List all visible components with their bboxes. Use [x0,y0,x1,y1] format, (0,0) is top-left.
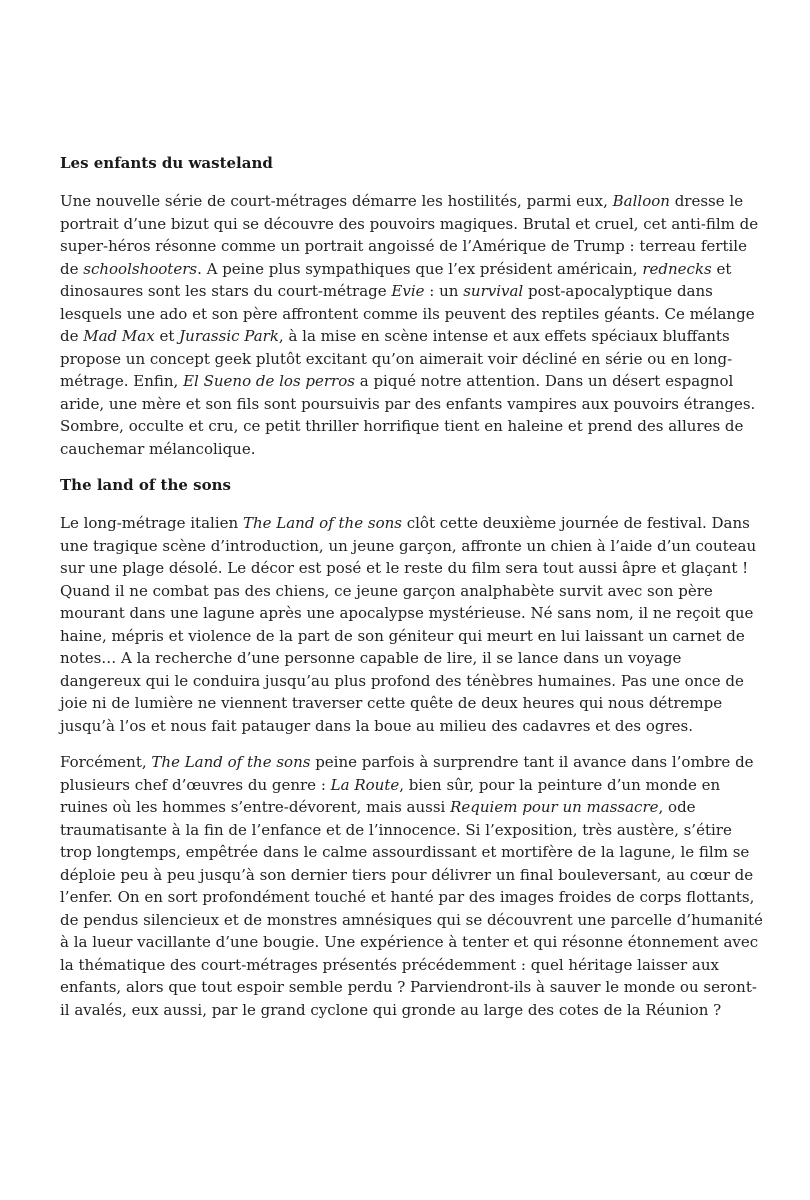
section-heading: The land of the sons [60,476,231,494]
text-run: , bien sûr, pour la peinture d’un monde en ruines où les hommes s’entre-dévorent, mais aussi [60,775,721,816]
text-run: dresse le portrait d’une bizut qui se découvre des pouvoirs magiques. Brutal et cruel, cet anti-film de super-héros résonne comme un portrait angoissé de l’Amérique de Trump : terreau fertile de [60,192,759,278]
article-body [60,152,765,1035]
italic-title: Balloon [612,192,670,210]
text-run: Forcément, [60,753,152,771]
section-heading: Les enfants du wasteland [60,154,273,172]
italic-title: Mad Max [83,327,155,345]
italic-title: rednecks [642,259,712,278]
text-run: : un [424,282,464,300]
text-run: et [154,327,180,345]
italic-title: Evie [391,282,425,300]
article-paragraph [60,190,765,460]
italic-title: The Land of the sons [151,753,311,771]
italic-title: La Route [330,775,400,794]
text-run: Une nouvelle série de court-métrages démarre les hostilités, parmi eux, [60,192,613,210]
italic-title: schoolshooters [83,259,198,278]
text-run: . A peine plus sympathiques que l’ex président américain, [197,259,643,278]
italic-title: El Sueno de los perros [183,372,355,390]
italic-title: The Land of the sons [242,514,402,532]
text-run: post-apocalyptique dans lesquels une ado et son père affrontent comme ils peuvent des reptiles géants. Ce mélange de [60,282,755,345]
article-paragraph [60,751,765,1021]
italic-title: survival [463,282,524,300]
text-run: , ode traumatisante à la fin de l’enfance et de l’innocence. Si l’exposition, très austère, s’étire trop longtemps, empêtrée dans le calme assourdissant et mortifère de la lagune, le film se déploie peu à peu jusqu’à son dernier tiers pour délivrer un final bouleversant, au cœur de l’enfer. On en sort profondément touché et hanté par des images froides de corps flottants, de pendus silencieux et de monstres amnésiques qui se découvrent une parcelle d’humanité à la lueur vacillante d’une bougie. Une expérience à tenter et qui résonne étonnement avec la thématique des court-métrages présentés précédemment : quel héritage laisser aux enfants, alors que tout espoir semble perdu ? Parviendront-ils à sauver le monde ou seront-il avalés, eux aussi, par le grand cyclone qui gronde au large des cotes de la Réunion ? [60,798,763,1019]
text-run: peine parfois à surprendre tant il avance dans l’ombre de plusieurs chef d’œuvres du genre : [60,753,754,794]
article-paragraph [60,512,765,737]
italic-title: Jurassic Park [179,327,279,345]
text-run: a piqué notre attention. Dans un désert espagnol aride, une mère et son fils sont poursuivis par des enfants vampires aux pouvoirs étranges. Sombre, occulte et cru, ce petit thriller horrifique tient en haleine et prend des allures de cauchemar mélancolique. [60,372,756,458]
text-run: , à la mise en scène intense et aux effets spéciaux bluffants propose un concept geek plutôt excitant qu’on aimerait voir décliné en série ou en long-métrage. Enfin, [60,327,733,390]
text-run: et dinosaures sont les stars du court-métrage [60,259,732,300]
italic-title: Requiem pour un massacre [450,798,659,816]
text-run: Le long-métrage italien [60,514,243,532]
text-run: clôt cette deuxième journée de festival. Dans une tragique scène d’introduction, un jeune garçon, affronte un chien à l’aide d’un couteau sur une plage désolé. Le décor est posé et le reste du film sera tout aussi âpre et glaçant ! Quand il ne combat pas des chiens, ce jeune garçon analphabète survit avec son père mourant dans une lagune après une apocalypse mystérieuse. Né sans nom, il ne reçoit que haine, mépris et violence de la part de son géniteur qui meurt en lui laissant un carnet de notes… A la recherche d’une personne capable de lire, il se lance dans un voyage dangereux qui le conduira jusqu’au plus profond des ténèbres humaines. Pas une once de joie ni de lumière ne viennent traverser cette quête de deux heures qui nous détrempe jusqu’à l’os et nous fait patauger dans la boue au milieu des cadavres et des ogres. [60,514,757,735]
